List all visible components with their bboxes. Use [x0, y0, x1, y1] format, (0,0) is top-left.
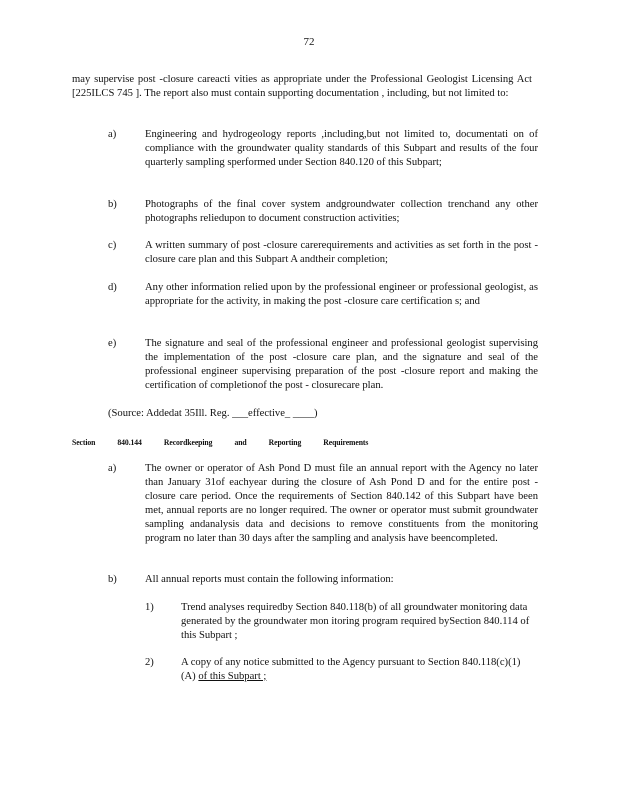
- section-title-3: Reporting: [268, 438, 302, 447]
- sub-item-label: 2): [145, 657, 154, 668]
- list-item-label: b): [108, 574, 117, 585]
- sub-item-label: 1): [145, 602, 154, 613]
- section-title-4: Requirements: [323, 438, 369, 447]
- list-item-text: The owner or operator of Ash Pond D must file an annual report with the Agency no later than January 31of eachyear during the closure of Ash Pond D and for the entire post -closure care period. Once the requirements of Section 840.142 of this Subpart have been met, annual reports are no longer required. The owner or operator must submit groundwater sampling andanalysis data and decisions to remove constituents from the monitoring program no later than 30 days after the sampling and analysis have beencompleted.: [145, 463, 538, 544]
- sub-item-text-main: A copy of any notice submitted to the Agency pursuant to Section 840.118(c)(1)(A): [181, 657, 521, 682]
- section-heading: [72, 436, 389, 450]
- list-item-d: [108, 281, 538, 309]
- list-item-text: Photographs of the final cover system andgroundwater collection trenchand any other photographs reliedupon to document construction activities;: [145, 199, 538, 224]
- sub-item-text: Trend analyses requiredby Section 840.118(b) of all groundwater monitoring data generated by the groundwater mon itoring program required bySection 840.114 of this Subpart ;: [181, 602, 530, 641]
- sub-item-text: [181, 656, 530, 684]
- sub-item-1: [145, 601, 530, 643]
- intro-paragraph: may supervise post -closure careacti vities as appropriate under the Professional Geologist Licensing Act [225ILCS 745 ]. The report also must contain supporting documentation , including, but not limited to:: [72, 74, 532, 99]
- page-number: 72: [303, 36, 315, 48]
- sub-item-text-underlined: of this Subpart ;: [198, 670, 267, 682]
- source-note: (Source: Addedat 35Ill. Reg. ___effective_ ____): [108, 408, 318, 419]
- list-item-a: [108, 128, 538, 170]
- section-word: Section: [72, 438, 96, 447]
- list-item-text: Engineering and hydrogeology reports ,including,but not limited to, documentati on of compliance with the groundwater quality standards of this Subpart and results of the four quarterly sampling sperformed under Section 840.120 of this Subpart;: [145, 129, 538, 168]
- list-item-e: [108, 337, 538, 393]
- list-item-text: The signature and seal of the professional engineer and professional geologist supervising the implementation of the post -closure care plan, and the signature and seal of the professional engineer supervising preparation of the post -closure report and making the certification of completionof the post - closurecare plan.: [145, 338, 538, 391]
- section-title-2: and: [234, 438, 247, 447]
- list-item-text: All annual reports must contain the following information:: [145, 574, 394, 585]
- list-item-b: [108, 198, 538, 226]
- section-title-1: Recordkeeping: [163, 438, 213, 447]
- list-item-text: Any other information relied upon by the professional engineer or professional geologist, as appropriate for the activity, in making the post -closure care certification s; and: [145, 282, 538, 307]
- list-item-label: a): [108, 129, 117, 140]
- list-item-label: c): [108, 240, 117, 251]
- section-item-a: [108, 462, 538, 545]
- list-item-label: a): [108, 463, 117, 474]
- list-item-label: e): [108, 338, 117, 349]
- list-item-label: b): [108, 199, 117, 210]
- list-item-text: A written summary of post -closure carerequirements and activities as set forth in the post -closure care plan and this Subpart A andtheir completion;: [145, 240, 538, 265]
- section-number: 840.144: [117, 438, 142, 447]
- section-item-b: [108, 573, 538, 587]
- list-item-c: [108, 239, 538, 267]
- list-item-label: d): [108, 282, 117, 293]
- sub-item-2: [145, 656, 530, 684]
